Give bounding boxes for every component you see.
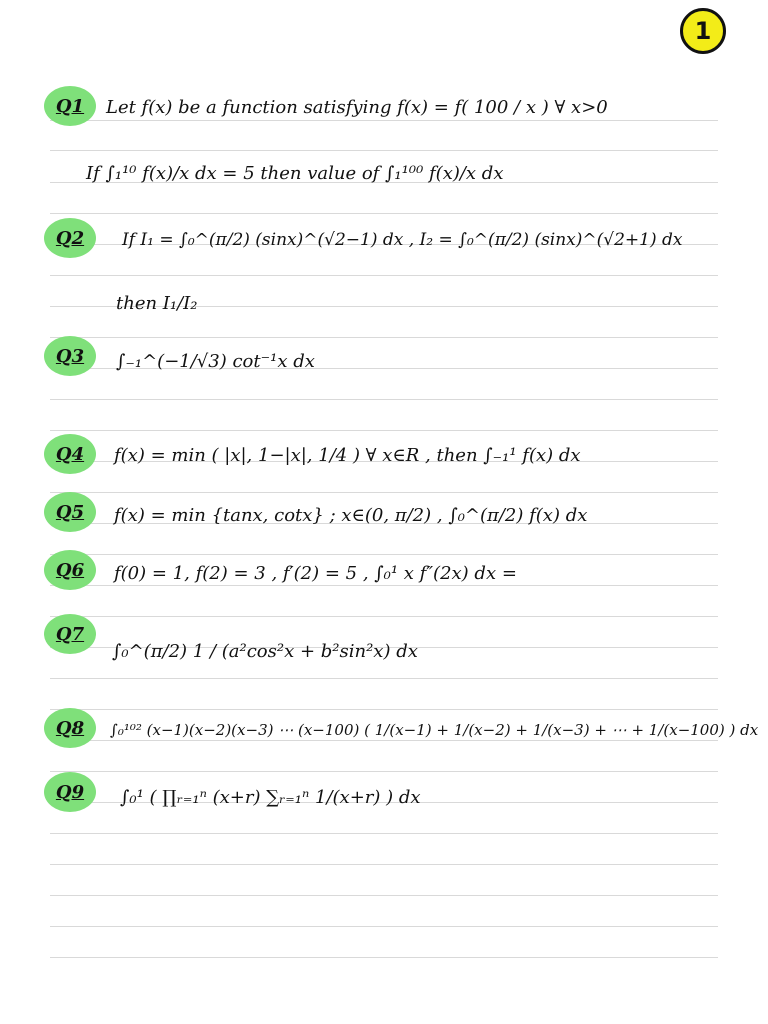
ruled-line [50,337,718,338]
question-text: If I₁ = ∫₀^(π/2) (sinx)^(√2−1) dx , I₂ = ∫₀^(π/2) (sinx)^(√2+1) dx [122,230,683,250]
ruled-line [50,616,718,617]
ruled-line [50,771,718,772]
question-text: If ∫₁¹⁰ f(x)/x dx = 5 then value of ∫₁¹⁰⁰ f(x)/x dx [86,163,504,184]
question-text: Let f(x) be a function satisfying f(x) = f( 100 / x ) ∀ x>0 [106,97,608,118]
ruled-line [50,275,718,276]
ruled-line [50,399,718,400]
question-label: Q3 [44,336,96,376]
question-text: f(x) = min {tanx, cotx} ; x∈(0, π/2) , ∫₀^(π/2) f(x) dx [114,505,588,526]
page-number-badge: 1 [680,8,726,54]
ruled-line [50,895,718,896]
ruled-line [50,833,718,834]
question-text: ∫₀¹ ( ∏ᵣ₌₁ⁿ (x+r) ∑ᵣ₌₁ⁿ 1/(x+r) ) dx [120,787,421,808]
question-text: f(0) = 1, f(2) = 3 , f′(2) = 5 , ∫₀¹ x f″(2x) dx = [114,563,517,584]
question-label: Q8 [44,708,96,748]
ruled-line [50,709,718,710]
question-text: then I₁/I₂ [116,293,198,314]
question-label: Q2 [44,218,96,258]
question-label: Q7 [44,614,96,654]
question-text: ∫₋₁^(−1/√3) cot⁻¹x dx [116,351,315,372]
ruled-line [50,554,718,555]
question-label: Q4 [44,434,96,474]
ruled-line [50,926,718,927]
ruled-line [50,678,718,679]
question-text: ∫₀¹⁰² (x−1)(x−2)(x−3) ⋯ (x−100) ( 1/(x−1) + 1/(x−2) + 1/(x−3) + ⋯ + 1/(x−100) ) dx [110,721,759,739]
ruled-line [50,213,718,214]
ruled-line [50,430,718,431]
question-label: Q1 [44,86,96,126]
ruled-line [50,864,718,865]
question-label: Q9 [44,772,96,812]
ruled-line [50,150,718,151]
question-text: ∫₀^(π/2) 1 / (a²cos²x + b²sin²x) dx [112,641,418,662]
question-label: Q6 [44,550,96,590]
question-label: Q5 [44,492,96,532]
question-text: f(x) = min ( |x|, 1−|x|, 1/4 ) ∀ x∈R , then ∫₋₁¹ f(x) dx [114,445,581,466]
ruled-line [50,492,718,493]
ruled-line [50,120,718,121]
ruled-line [50,957,718,958]
